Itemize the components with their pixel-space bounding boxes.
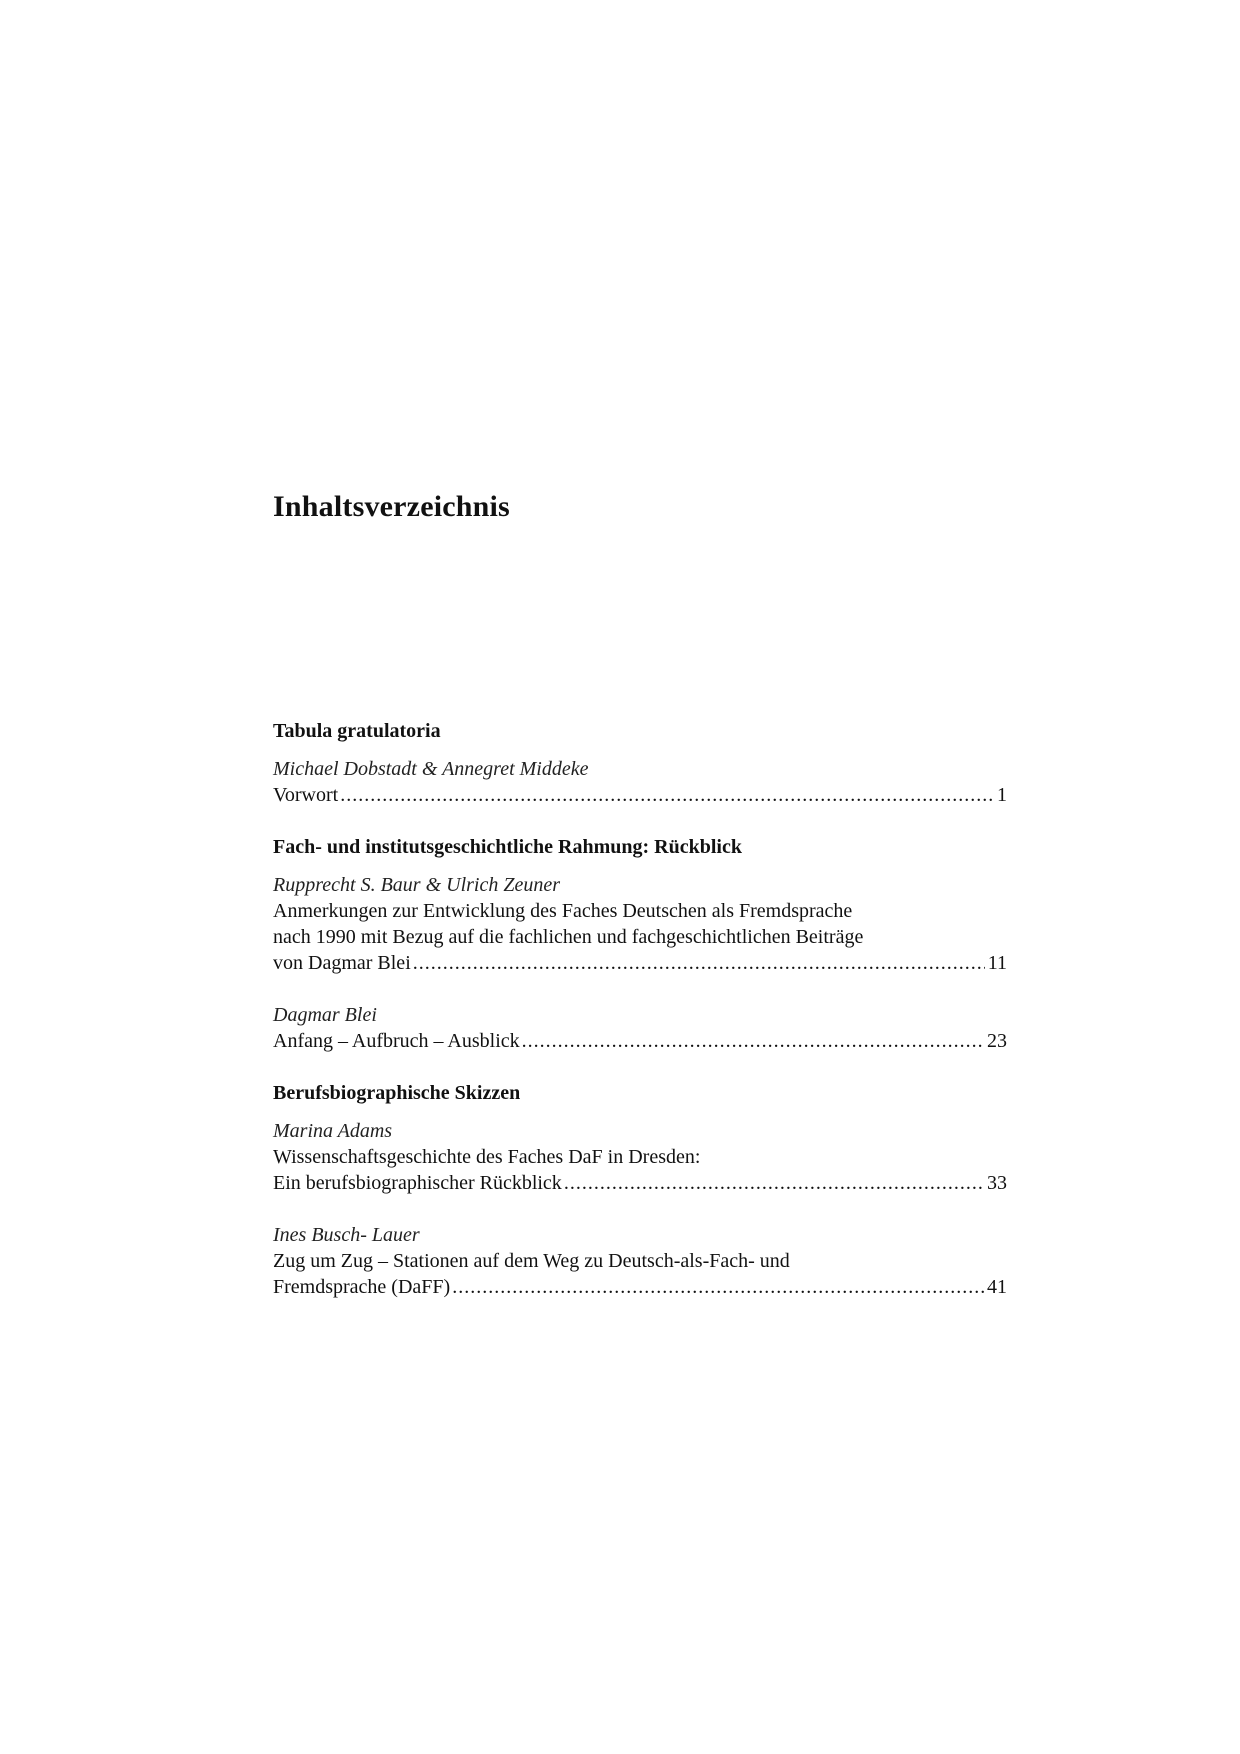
page-number: 11 bbox=[987, 952, 1007, 974]
entry-last-line bbox=[273, 1274, 1007, 1300]
entry-author: Michael Dobstadt & Annegret Middeke bbox=[273, 758, 589, 780]
toc-section-berufsbiographische-skizzen bbox=[273, 1080, 1007, 1300]
dot-leader bbox=[340, 782, 994, 808]
entry-title-line: Anmerkungen zur Entwicklung des Faches Deutschen als Fremdsprache bbox=[273, 900, 853, 922]
page-number: 1 bbox=[997, 784, 1007, 806]
entry-title: Anfang – Aufbruch – Ausblick bbox=[273, 1030, 520, 1052]
dot-leader bbox=[452, 1274, 984, 1300]
entry-author: Ines Busch- Lauer bbox=[273, 1224, 420, 1246]
entry-author: Marina Adams bbox=[273, 1120, 393, 1142]
toc-entry bbox=[273, 1118, 1007, 1196]
section-heading: Tabula gratulatoria bbox=[273, 720, 441, 742]
dot-leader bbox=[564, 1170, 984, 1196]
toc-entry bbox=[273, 1002, 1007, 1054]
dot-leader bbox=[522, 1028, 984, 1054]
entry-title: Ein berufsbiographischer Rückblick bbox=[273, 1172, 562, 1194]
page-number: 41 bbox=[987, 1276, 1007, 1298]
section-heading: Fach- und institutsgeschichtliche Rahmung: Rückblick bbox=[273, 836, 742, 858]
entry-last-line bbox=[273, 782, 1007, 808]
toc-section-rahmung-rueckblick bbox=[273, 834, 1007, 1054]
page-number: 23 bbox=[987, 1030, 1007, 1052]
entry-title: Vorwort bbox=[273, 784, 339, 806]
table-of-contents bbox=[273, 718, 1007, 1326]
section-heading: Berufsbiographische Skizzen bbox=[273, 1082, 521, 1104]
entry-last-line bbox=[273, 950, 1007, 976]
entry-last-line bbox=[273, 1170, 1007, 1196]
entry-last-line bbox=[273, 1028, 1007, 1054]
dot-leader bbox=[413, 950, 985, 976]
toc-entry bbox=[273, 756, 1007, 808]
entry-title-line: nach 1990 mit Bezug auf die fachlichen und fachgeschichtlichen Beiträge bbox=[273, 926, 864, 948]
page-number: 33 bbox=[987, 1172, 1007, 1194]
entry-author: Rupprecht S. Baur & Ulrich Zeuner bbox=[273, 874, 561, 896]
entry-title: Fremdsprache (DaFF) bbox=[273, 1276, 451, 1298]
entry-title: von Dagmar Blei bbox=[273, 952, 411, 974]
page-title: Inhaltsverzeichnis bbox=[273, 490, 510, 523]
entry-title-line: Zug um Zug – Stationen auf dem Weg zu Deutsch-als-Fach- und bbox=[273, 1250, 790, 1272]
toc-section-tabula-gratulatoria bbox=[273, 718, 1007, 808]
entry-author: Dagmar Blei bbox=[273, 1004, 377, 1026]
toc-entry bbox=[273, 1222, 1007, 1300]
entry-title-line: Wissenschaftsgeschichte des Faches DaF in Dresden: bbox=[273, 1146, 701, 1168]
toc-entry bbox=[273, 872, 1007, 976]
